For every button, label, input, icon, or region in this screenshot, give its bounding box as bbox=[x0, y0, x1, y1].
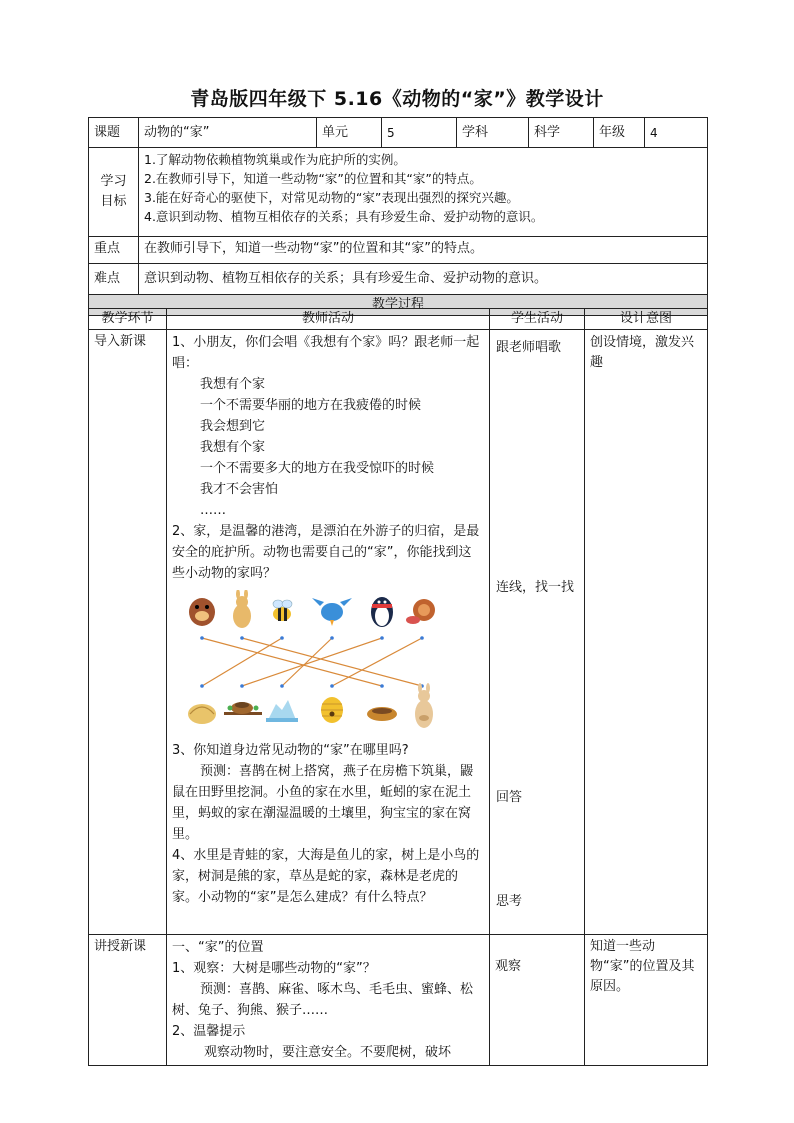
column-header-teacher: 教师活动 bbox=[167, 309, 490, 330]
teacher-activity-intro bbox=[167, 330, 490, 935]
teacher-paragraph: 2、家，是温馨的港湾，是漂泊在外游子的归宿，是最安全的庇护所。动物也需要自己的“家”，你能找到这些小动物的家吗？ bbox=[172, 524, 480, 581]
song-line: 我想有个家 bbox=[200, 377, 266, 392]
bird-nest-branch-icon bbox=[224, 702, 262, 715]
section-intro-row bbox=[89, 330, 708, 935]
song-line: …… bbox=[200, 503, 226, 518]
song-line: 我会想到它 bbox=[200, 419, 266, 434]
document-title: 青岛版四年级下 5.16《动物的“家”》教学设计 bbox=[190, 88, 604, 110]
objectives-label-line1: 学习 bbox=[100, 174, 127, 189]
penguin-icon bbox=[371, 597, 393, 627]
process-columns-row bbox=[89, 309, 708, 330]
song-line: 我想有个家 bbox=[200, 440, 266, 455]
column-header-stage: 教学环节 bbox=[89, 309, 167, 330]
student-activity: 连线，找一找 bbox=[496, 580, 575, 595]
difficulty-row bbox=[89, 264, 708, 295]
column-header-intent: 设计意图 bbox=[585, 309, 708, 330]
objective-item: 4.意识到动物、植物互相依存的关系；具有珍爱生命、爱护动物的意识。 bbox=[144, 209, 544, 224]
kangaroo-pouch-icon bbox=[415, 683, 433, 728]
teacher-activity-teach bbox=[167, 935, 490, 1066]
bird-icon bbox=[312, 598, 352, 626]
objective-item: 1.了解动物依赖植物筑巢或作为庇护所的实例。 bbox=[144, 152, 406, 167]
teacher-answer: 预测：喜鹊、麻雀、啄木鸟、毛毛虫、蜜蜂、松树、兔子、狗熊、猴子…… bbox=[172, 982, 474, 1018]
unit-value: 5 bbox=[382, 118, 457, 148]
objectives-label-line2: 目标 bbox=[100, 194, 127, 209]
process-table bbox=[88, 308, 708, 1066]
subject-label: 学科 bbox=[457, 118, 529, 148]
kangaroo-icon bbox=[233, 590, 251, 628]
difficulty-value: 意识到动物、植物互相依存的关系；具有珍爱生命、爱护动物的意识。 bbox=[139, 264, 708, 295]
song-line: 我才不会害怕 bbox=[200, 482, 279, 497]
objectives-label bbox=[89, 148, 139, 237]
objectives-list bbox=[139, 148, 708, 237]
section-teach-row bbox=[89, 935, 708, 1066]
stage-teach: 讲授新课 bbox=[89, 935, 167, 1066]
key-point-label: 重点 bbox=[89, 237, 139, 264]
teacher-tip: 观察动物时，要注意安全。不要爬树，破坏 bbox=[204, 1045, 452, 1060]
teacher-answer: 预测：喜鹊在树上搭窝，燕子在房檐下筑巢，鼹鼠在田野里挖洞。小鱼的家在水里，蚯蚓的家在泥土里，蚂蚁的家在潮湿温暖的土壤里，狗宝宝的家在窝里。 bbox=[172, 764, 474, 842]
student-activity-intro bbox=[490, 330, 585, 935]
student-activity: 跟老师唱歌 bbox=[496, 340, 562, 355]
beehive-icon bbox=[321, 697, 343, 723]
process-header: 教学过程 bbox=[89, 295, 708, 316]
bee-icon bbox=[273, 600, 292, 621]
teacher-paragraph: 3、你知道身边常见动物的“家”在哪里吗? bbox=[172, 743, 409, 758]
song-line: 一个不需要华丽的地方在我疲倦的时候 bbox=[200, 398, 422, 413]
stage-intro: 导入新课 bbox=[89, 330, 167, 935]
unit-label: 单元 bbox=[317, 118, 382, 148]
difficulty-label: 难点 bbox=[89, 264, 139, 295]
iceberg-icon bbox=[266, 700, 298, 722]
key-point-value: 在教师引导下，知道一些动物“家”的位置和其“家”的特点。 bbox=[139, 237, 708, 264]
objective-item: 3.能在好奇心的驱使下，对常见动物的“家”表现出强烈的探究兴趣。 bbox=[144, 190, 519, 205]
teacher-paragraph: 1、观察：大树是哪些动物的“家”？ bbox=[172, 961, 376, 976]
subject-value: 科学 bbox=[529, 118, 594, 148]
grade-label: 年级 bbox=[594, 118, 645, 148]
song-line: 一个不需要多大的地方在我受惊吓的时候 bbox=[200, 461, 435, 476]
topic-label: 课题 bbox=[89, 118, 139, 148]
hermit-crab-icon bbox=[406, 599, 435, 624]
objective-item: 2.在教师引导下，知道一些动物“家”的位置和其“家”的特点。 bbox=[144, 171, 482, 186]
animal-home-matching-illustration bbox=[172, 590, 472, 736]
student-activity: 观察 bbox=[495, 959, 522, 974]
design-intent-intro: 创设情境，激发兴趣 bbox=[585, 330, 708, 935]
matching-lines bbox=[202, 638, 422, 686]
grade-value: 4 bbox=[645, 118, 708, 148]
teacher-paragraph: 1、小朋友，你们会唱《我想有个家》吗？跟老师一起唱： bbox=[172, 335, 480, 371]
topic-value: 动物的“家” bbox=[139, 118, 317, 148]
teacher-paragraph: 2、温馨提示 bbox=[172, 1024, 246, 1039]
student-activity: 思考 bbox=[496, 894, 523, 909]
objectives-row bbox=[89, 148, 708, 237]
student-activity: 回答 bbox=[496, 790, 523, 805]
nest-icon bbox=[367, 707, 397, 721]
design-intent-teach: 知道一些动物“家”的位置及其原因。 bbox=[585, 935, 708, 1066]
teacher-paragraph: 4、水里是青蛙的家，大海是鱼儿的家，树上是小鸟的家，树洞是熊的家，草丛是蛇的家，森林是老虎的家。小动物的“家”是怎么建成？有什么特点？ bbox=[172, 848, 480, 905]
lesson-plan-table bbox=[88, 117, 708, 316]
mole-icon bbox=[189, 598, 215, 626]
column-header-student: 学生活动 bbox=[490, 309, 585, 330]
student-activity-teach bbox=[490, 935, 585, 1066]
key-point-row bbox=[89, 237, 708, 264]
info-row bbox=[89, 118, 708, 148]
section-heading: 一、“家”的位置 bbox=[172, 940, 264, 955]
shell-icon bbox=[188, 704, 216, 724]
